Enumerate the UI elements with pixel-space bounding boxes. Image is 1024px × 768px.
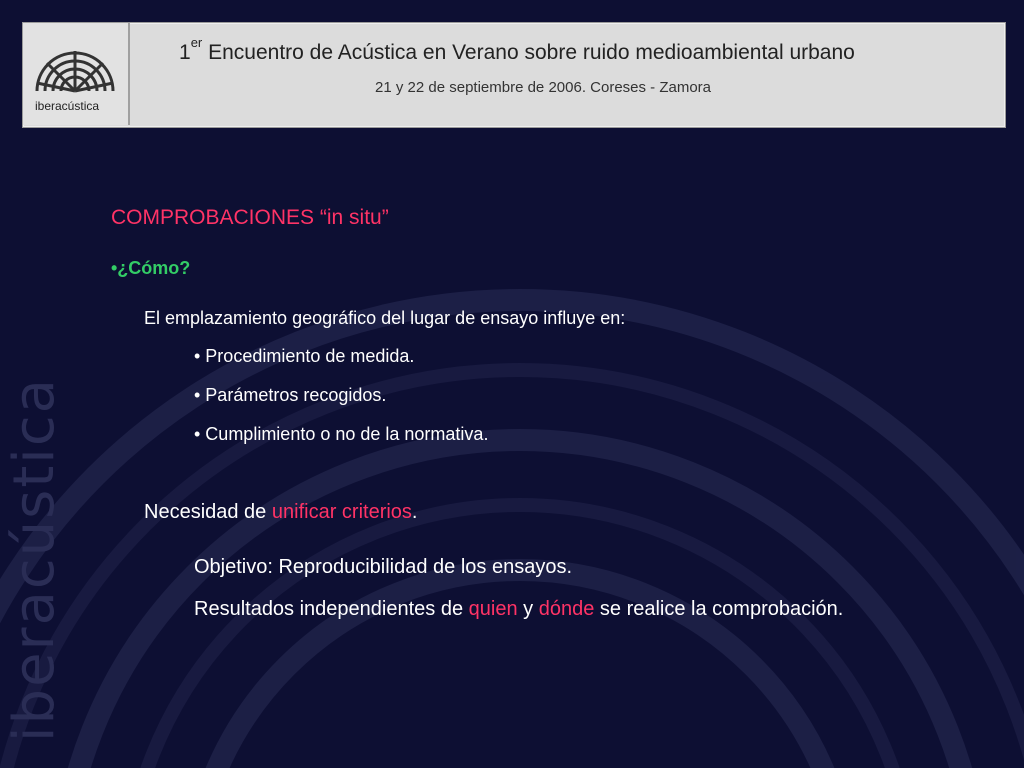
title-main: Encuentro de Acústica en Verano sobre ruido medioambiental urbano: [208, 41, 855, 64]
resultados-paragraph: [194, 596, 882, 623]
bullet-item: • Procedimiento de medida.: [194, 346, 415, 366]
title-superscript: er: [190, 35, 203, 50]
header-banner: [22, 22, 1006, 128]
slide-title: COMPROBACIONES “in situ”: [111, 206, 389, 229]
header-subtitle: 21 y 22 de septiembre de 2006. Coreses - Zamora: [375, 79, 712, 96]
bullet-item: • Cumplimiento o no de la normativa.: [194, 424, 489, 444]
quien-highlight: quien: [468, 598, 518, 620]
donde-highlight: dónde: [538, 598, 595, 620]
resultados-text: se realice la comprobación.: [594, 598, 844, 620]
resultados-text: Resultados independientes de: [194, 598, 469, 620]
necesidad-prefix: Necesidad de: [144, 501, 272, 523]
bullet-item: • Parámetros recogidos.: [194, 385, 387, 405]
necesidad-line: [144, 501, 417, 524]
objetivo-line: Objetivo: Reproducibilidad de los ensayos.: [194, 556, 572, 578]
logo-text: iberacústica: [35, 99, 100, 113]
logo-arcs-icon: [33, 33, 117, 95]
resultados-text: y: [517, 598, 539, 620]
header-title: [179, 35, 855, 65]
logo: [23, 23, 130, 125]
question-heading: •¿Cómo?: [111, 258, 191, 278]
necesidad-highlight: unificar criterios: [271, 501, 412, 523]
title-number: 1: [179, 41, 191, 64]
side-watermark: iberacústica: [2, 377, 67, 742]
necesidad-suffix: .: [411, 501, 418, 523]
intro-text: El emplazamiento geográfico del lugar de ensayo influye en:: [144, 308, 626, 328]
